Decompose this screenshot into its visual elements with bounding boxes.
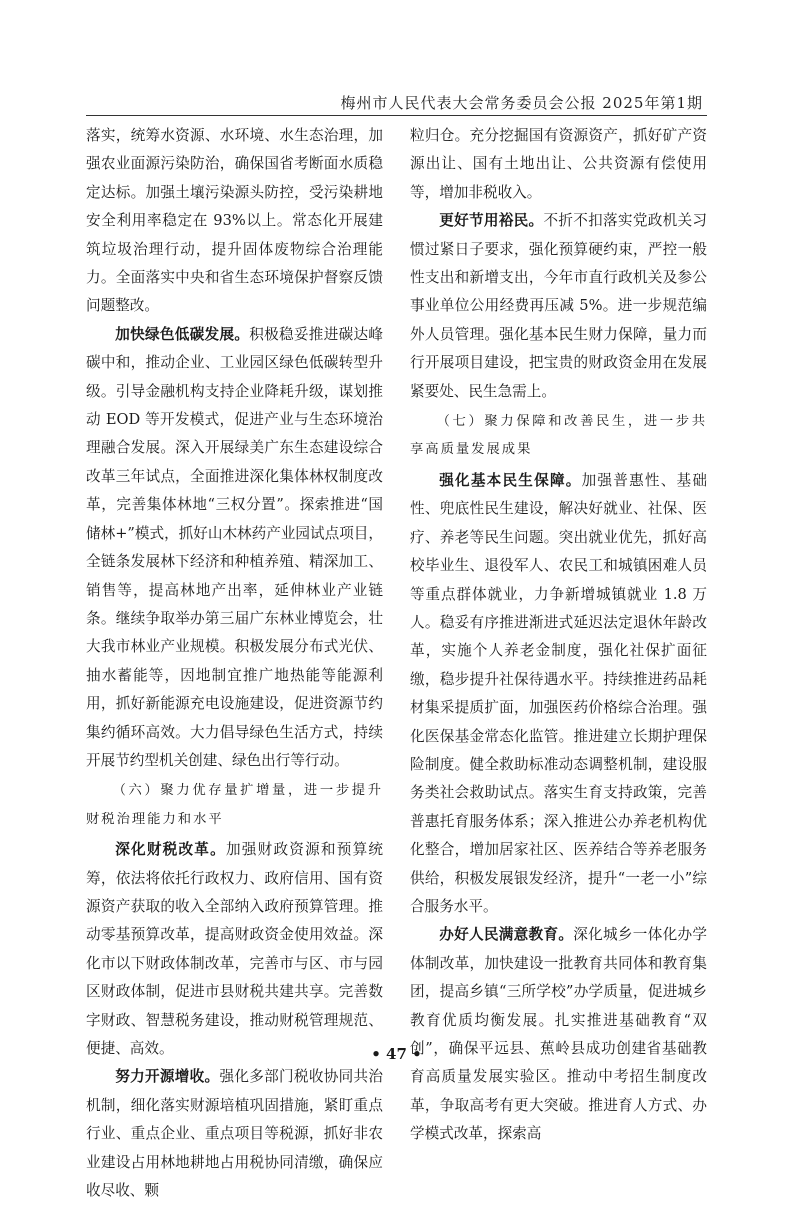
- header-title: 梅州市人民代表大会常务委员会公报 2025年第1期: [340, 94, 703, 112]
- paragraph-body: 强化多部门税收协同共治机制，细化落实财源培植巩固措施，紧盯重点行业、重点企业、重点项目等税源，抓好非农业建设占用林地耕地占用税协同清缴，确保应收尽收、颗: [86, 1068, 383, 1200]
- paragraph: [410, 921, 707, 1148]
- paragraph: [86, 1063, 383, 1205]
- right-column: [410, 122, 707, 1149]
- paragraph-heading: 深化财税改革。: [115, 841, 226, 859]
- paragraph-heading: 办好人民满意教育。: [439, 926, 574, 944]
- paragraph: 粒归仓。充分挖掘国有资源资产，抓好矿产资源出让、国有土地出让、公共资源有偿使用等，增加非税收入。: [410, 127, 707, 201]
- paragraph: [410, 207, 707, 406]
- left-column: [86, 122, 383, 1205]
- paragraph-body: 积极稳妥推进碳达峰碳中和，推动企业、工业园区绿色低碳转型升级。引导金融机构支持企业降耗升级，谋划推动 EOD 等开发模式，促进产业与生态环境治理融合发展。深入开展绿美广东生态建设综合改革三年试点，全面推进深化集体林权制度改革，完善集体林地“三权分置”。探索推进“国储林+”模式，抓好山木林药产业园试点项目，全链条发展林下经济和种植养殖、精深加工、销售等，提高林地产出率，延伸林业产业链条。继续争取举办第三届广东林业博览会，壮大我市林业产业规模。积极发展分布式光伏、抽水蓄能等，因地制宜推广地热能等能源利用，抓好新能源充电设施建设，促进资源节约集约循环高效。大力倡导绿色生活方式，持续开展节约型机关创建、绿色出行等行动。: [86, 325, 383, 769]
- paragraph-body: 深化城乡一体化办学体制改革，加快建设一批教育共同体和教育集团，提高乡镇“三所学校”办学质量，促进城乡教育优质均衡发展。扎实推进基础教育“双创”，确保平远县、蕉岭县成功创建省基础教育高质量发展实验区。推动中考招生制度改革，争取高考有更大突破。推进育人方式、办学模式改革，探索高: [410, 926, 707, 1143]
- page-header: [86, 88, 707, 116]
- paragraph-heading: 努力开源增收。: [115, 1068, 220, 1086]
- paragraph: [86, 321, 383, 776]
- section-subheading: （七）聚力保障和改善民生，进一步共享高质量发展成果: [410, 414, 707, 458]
- paragraph-body: 加强财政资源和预算统筹，依法将依托行政权力、政府信用、国有资源资产获取的收入全部纳入政府预算管理。推动零基预算改革，提高财政资金使用效益。深化市以下财政体制改革，完善市与区、市与园区财政体制，促进市县财税共建共享。完善数字财政、智慧税务建设，推动财税管理规范、便捷、高效。: [86, 841, 383, 1057]
- paragraph: 落实，统筹水资源、水环境、水生态治理，加强农业面源污染防治，确保国省考断面水质稳定达标。加强土壤污染源头防控，受污染耕地安全利用率稳定在 93%以上。常态化开展建筑垃圾治理行动，提升固体废物综合治理能力。全面落实中央和省生态环境保护督察反馈问题整改。: [86, 127, 383, 315]
- header-rule: [86, 115, 707, 116]
- paragraph-heading: 更好节用裕民。: [439, 212, 544, 230]
- page-number: • 47 •: [371, 1045, 422, 1063]
- paragraph: [410, 467, 707, 922]
- paragraph-body: 加强普惠性、基础性、兜底性民生建设，解决好就业、社保、医疗、养老等民生问题。突出就业优先，抓好高校毕业生、退役军人、农民工和城镇困难人员等重点群体就业，力争新增城镇就业 1.8 万人。稳妥有序推进渐进式延迟法定退休年龄改革，实施个人养老金制度，强化社保扩面征缴，稳步提升社保待遇水平。持续推进药品耗材集采提质扩面，加强医药价格综合治理。强化医保基金常态化监管。推进建立长期护理保险制度。健全救助标准动态调整机制，建设服务类社会救助试点。落实生育支持政策，完善普惠托育服务体系；深入推进公办养老机构优化整合，增加居家社区、医养结合等养老服务供给，积极发展银发经济，提升“一老一小”综合服务水平。: [410, 471, 707, 915]
- paragraph-heading: 强化基本民生保障。: [439, 471, 582, 489]
- paragraph-heading: 加快绿色低碳发展。: [115, 325, 250, 343]
- paragraph: [86, 836, 383, 1063]
- section-subheading: （六）聚力优存量扩增量，进一步提升财税治理能力和水平: [86, 783, 383, 827]
- paragraph-body: 不折不扣落实党政机关习惯过紧日子要求，强化预算硬约束，严控一般性支出和新增支出，今年市直行政机关及参公事业单位公用经费再压减 5%。进一步规范编外人员管理。强化基本民生财力保障，量力而行开展项目建设，把宝贵的财政资金用在发展紧要处、民生急需上。: [410, 212, 707, 400]
